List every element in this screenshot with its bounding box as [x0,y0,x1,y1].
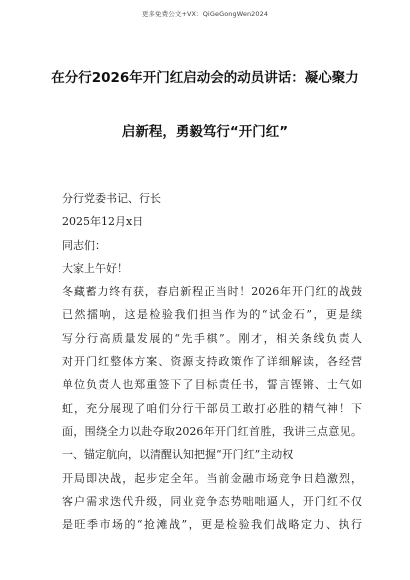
paragraph-line: 写分行高质量发展的“先手棋”。刚才，相关条线负责人 [62,331,362,345]
paragraph-line: 虹，充分展现了咱们分行干部员工敢打必胜的精气神！下 [62,401,362,415]
paragraph-2 [62,467,362,537]
paragraph-line: 冬藏蓄力终有获，春启新程正当时！2026年开门红的战鼓 [62,285,362,299]
paragraph-line: 已然擂响，这是检验我们担当作为的“试金石”，更是续 [62,308,362,322]
section-1-heading: 一、锚定航向，以清醒认知把握“开门红”主动权 [62,448,294,462]
document-body [62,187,362,536]
date-line: 2025年12月x日 [62,215,144,229]
paragraph-line: 开局即决战，起步定全年。当前金融市场竞争日趋激烈， [62,471,362,485]
author-line: 分行党委书记、行长 [62,192,161,205]
title-line-2: 启新程，勇毅笃行“开门红” [121,124,289,140]
title-line-1: 在分行2026年开门红启动会的动员讲话：凝心聚力 [51,70,359,86]
salutation: 同志们： [62,238,106,252]
paragraph-line: 面，围绕全力以赴夺取2026年开门红首胜，我讲三点意见。 [62,424,362,438]
header-note: 更多免费公文+VX：QiGeGongWen2024 [141,10,269,18]
paragraph-line: 单位负责人也郑重签下了目标责任书，誓言铿锵、士气如 [62,378,362,392]
paragraph-line: 对开门红整体方案、资源支持政策作了详细解读，各经营 [62,355,362,369]
greeting: 大家上午好！ [62,261,128,275]
paragraph-line: 客户需求迭代升级，同业竞争态势咄咄逼人，开门红不仅 [62,494,362,508]
paragraph-1 [62,280,362,443]
paragraph-line: 是旺季市场的“抢滩战”，更是检验我们战略定力、执行 [62,518,362,532]
